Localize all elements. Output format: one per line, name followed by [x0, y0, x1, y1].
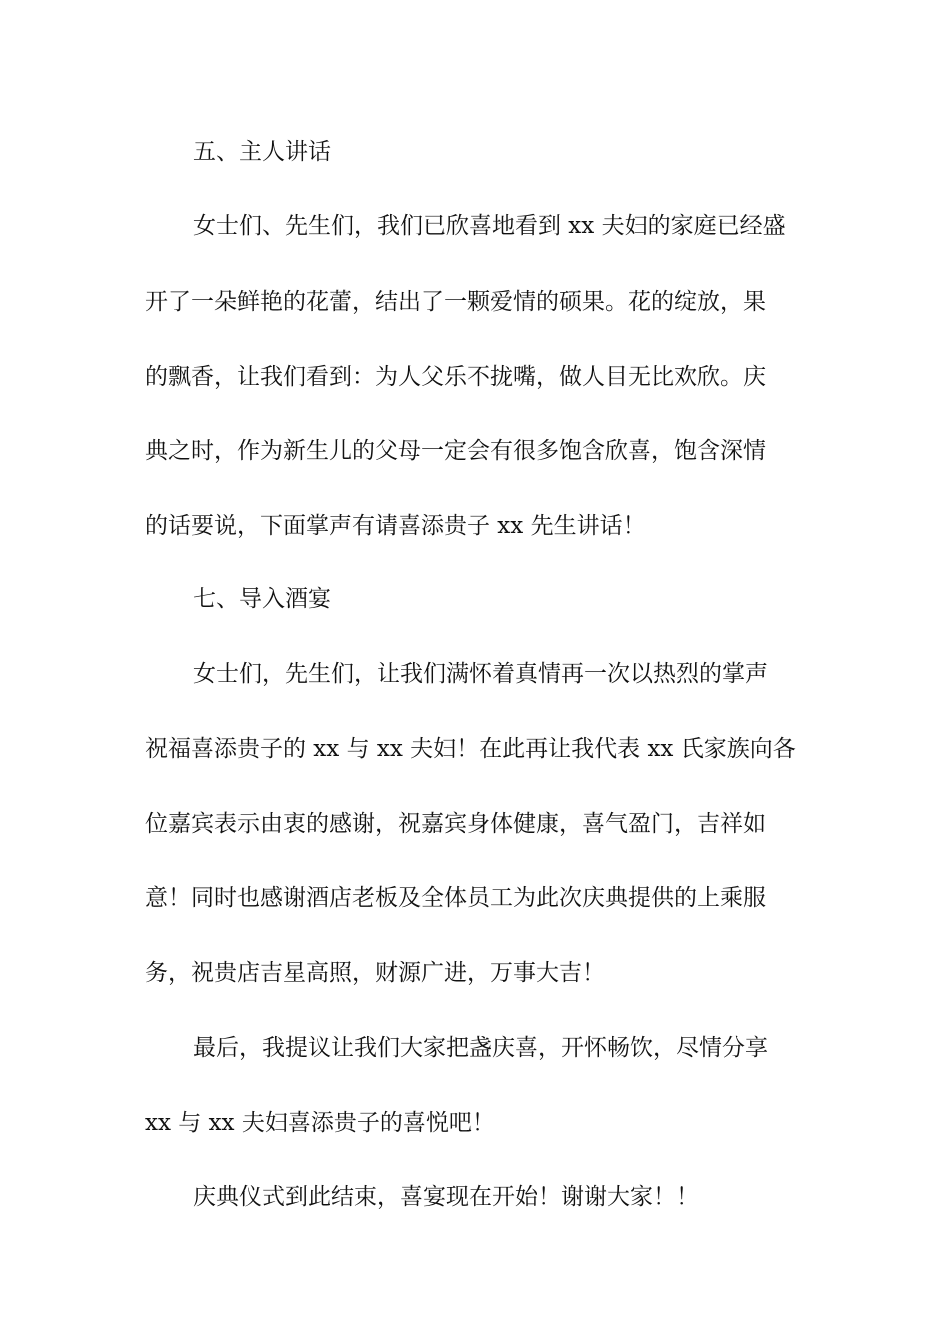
- paragraph-line: xx 与 xx 夫妇喜添贵子的喜悦吧！: [145, 1110, 495, 1136]
- paragraph-line: 祝福喜添贵子的 xx 与 xx 夫妇！在此再让我代表 xx 氏家族向各: [145, 736, 796, 762]
- paragraph-line: 位嘉宾表示由衷的感谢，祝嘉宾身体健康，喜气盈门，吉祥如: [145, 811, 766, 837]
- paragraph-line: 开了一朵鲜艳的花蕾，结出了一颗爱情的硕果。花的绽放，果: [145, 289, 766, 315]
- paragraph-line: 务，祝贵店吉星高照，财源广进，万事大吉！: [145, 960, 605, 986]
- paragraph-line: 意！同时也感谢酒店老板及全体员工为此次庆典提供的上乘服: [145, 885, 766, 911]
- paragraph-line: 女士们，先生们，让我们满怀着真情再一次以热烈的掌声: [193, 661, 768, 687]
- closing-line: 庆典仪式到此结束，喜宴现在开始！谢谢大家！！: [193, 1184, 699, 1210]
- paragraph-line: 女士们、先生们，我们已欣喜地看到 xx 夫妇的家庭已经盛: [193, 213, 786, 239]
- section-heading-host-speech: 五、主人讲话: [193, 139, 331, 165]
- paragraph-line: 的飘香，让我们看到：为人父乐不拢嘴，做人目无比欢欣。庆: [145, 364, 766, 390]
- paragraph-line: 最后，我提议让我们大家把盏庆喜，开怀畅饮，尽情分享: [193, 1035, 768, 1061]
- section-heading-banquet: 七、导入酒宴: [193, 586, 331, 612]
- paragraph-line: 典之时，作为新生儿的父母一定会有很多饱含欣喜，饱含深情: [145, 438, 766, 464]
- paragraph-line: 的话要说，下面掌声有请喜添贵子 xx 先生讲话！: [145, 513, 646, 539]
